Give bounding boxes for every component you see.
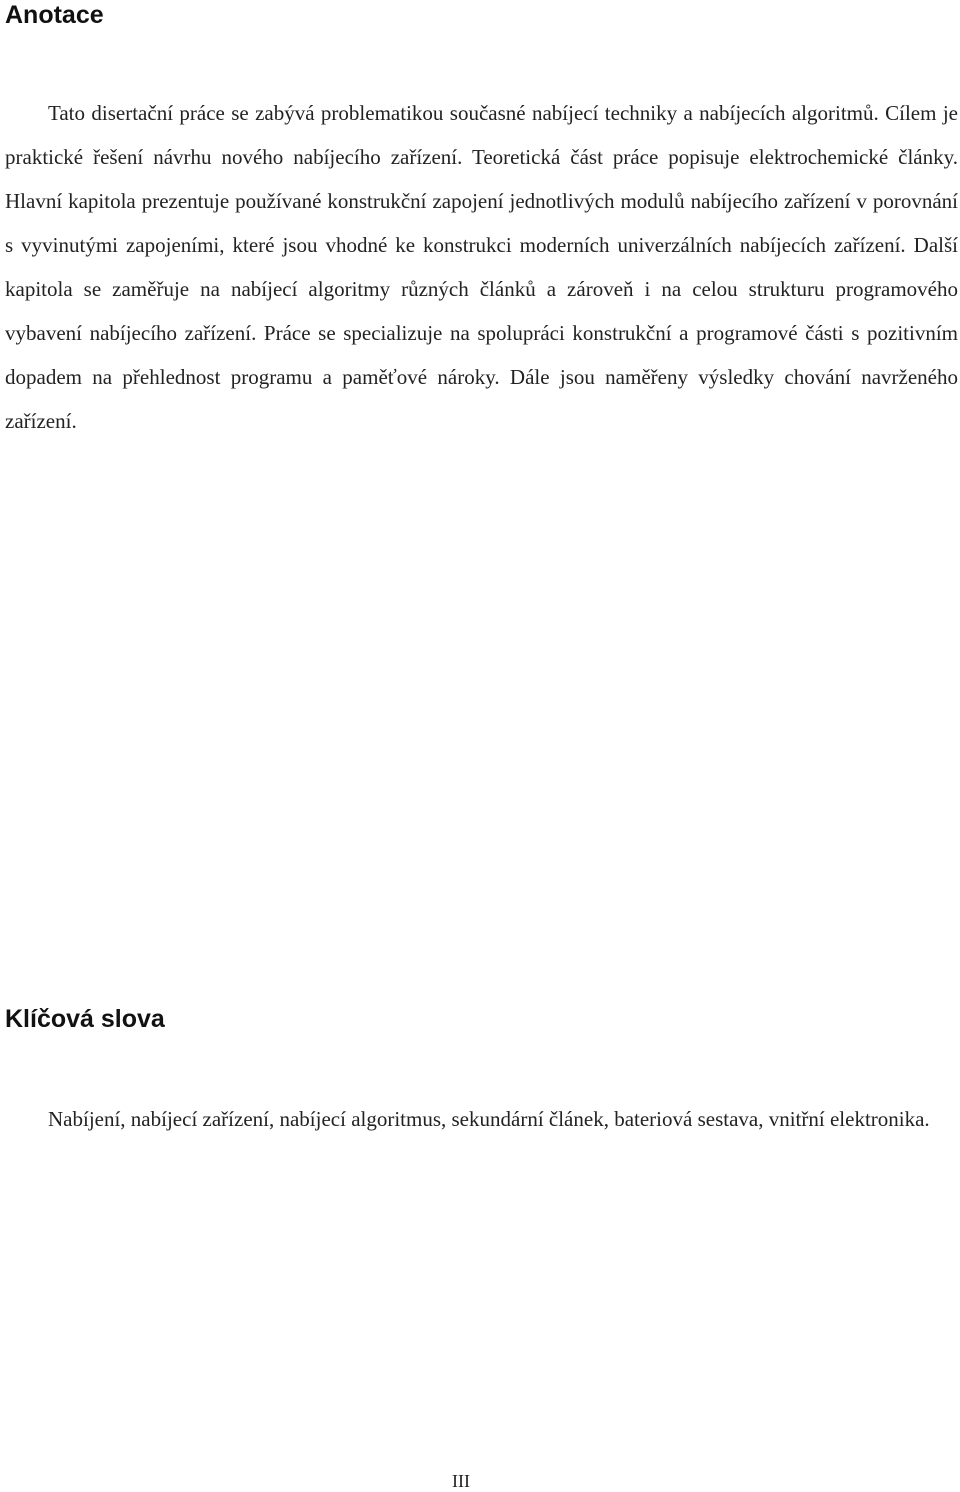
page-number: III [452, 1471, 470, 1491]
abstract-heading: Anotace [5, 1, 104, 29]
keywords-heading: Klíčová slova [5, 1005, 165, 1033]
keywords-paragraph: Nabíjení, nabíjecí zařízení, nabíjecí algoritmus, sekundární článek, bateriová sestava, vnitřní elektronika. [48, 1107, 930, 1131]
abstract-paragraph: Tato disertační práce se zabývá problematikou současné nabíjecí techniky a nabíjecích algoritmů. Cílem je praktické řešení návrhu nového nabíjecího zařízení. Teoretická část práce popisuje elektrochemické články. Hlavní kapitola prezentuje používané konstrukční zapojení jednotlivých modulů nabíjecího zařízení v porovnání s vyvinutými zapojeními, které jsou vhodné ke konstrukci moderních univerzálních nabíjecích zařízení. Další kapitola se zaměřuje na nabíjecí algoritmy různých článků a zároveň i na celou strukturu programového vybavení nabíjecího zařízení. Práce se specializuje na spolupráci konstrukční a programové části s pozitivním dopadem na přehlednost programu a paměťové nároky. Dále jsou naměřeny výsledky chování navrženého zařízení. [5, 101, 958, 433]
